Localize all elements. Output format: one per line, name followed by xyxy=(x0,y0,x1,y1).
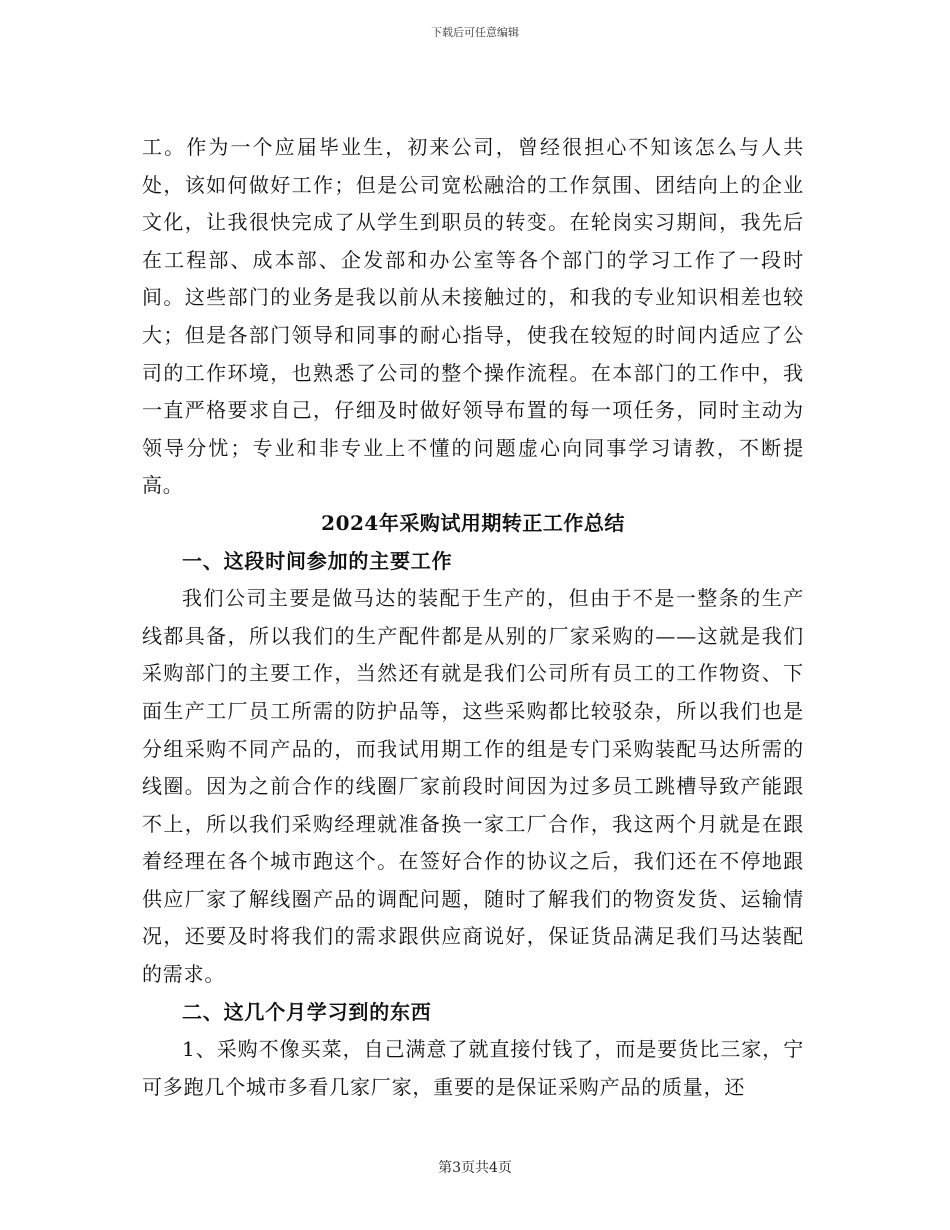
page-number: 第3页共4页 xyxy=(438,1160,512,1176)
section-paragraph-1: 我们公司主要是做马达的装配于生产的，但由于不是一整条的生产线都具备，所以我们的生产配件都是从别的厂家采购的——这就是我们采购部门的主要工作，当然还有就是我们公司所有员工的工作物资、下面生产工厂员工所需的防护品等，这些采购都比较驳杂，所以我们也是分组采购不同产品的，而我试用期工作的组是专门采购装配马达所需的线圈。因为之前合作的线圈厂家前段时间因为过多员工跳槽导致产能跟不上，所以我们采购经理就准备换一家工厂合作，我这两个月就是在跟着经理在各个城市跑这个。在签好合作的协议之后，我们还在不停地跟供应厂家了解线圈产品的调配问题，随时了解我们的物资发货、运输情况，还要及时将我们的需求跟供应商说好，保证货品满足我们马达装配的需求。 xyxy=(142,586,804,987)
section-paragraph-2: 1、采购不像买菜，自己满意了就直接付钱了，而是要货比三家，宁可多跑几个城市多看几家厂家，重要的是保证采购产品的质量，还 xyxy=(142,1037,804,1099)
section-heading-2: 二、这几个月学习到的东西 xyxy=(182,999,432,1024)
intro-paragraph: 工。作为一个应届毕业生，初来公司，曾经很担心不知该怎么与人共处，该如何做好工作；但是公司宽松融洽的工作氛围、团结向上的企业文化，让我很快完成了从学生到职员的转变。在轮岗实习期间，我先后在工程部、成本部、企发部和办公室等各个部门的学习工作了一段时间。这些部门的业务是我以前从未接触过的，和我的专业知识相差也较大；但是各部门领导和同事的耐心指导，使我在较短的时间内适应了公司的工作环境，也熟悉了公司的整个操作流程。在本部门的工作中，我一直严格要求自己，仔细及时做好领导布置的每一项任务，同时主动为领导分忧；专业和非专业上不懂的问题虚心向同事学习请教，不断提高。 xyxy=(142,135,804,498)
page-header: 下载后可任意编辑 xyxy=(431,26,519,39)
section-heading-1: 一、这段时间参加的主要工作 xyxy=(182,548,453,573)
document-body xyxy=(142,129,804,1106)
document-title: 2024年采购试用期转正工作总结 xyxy=(321,510,625,535)
